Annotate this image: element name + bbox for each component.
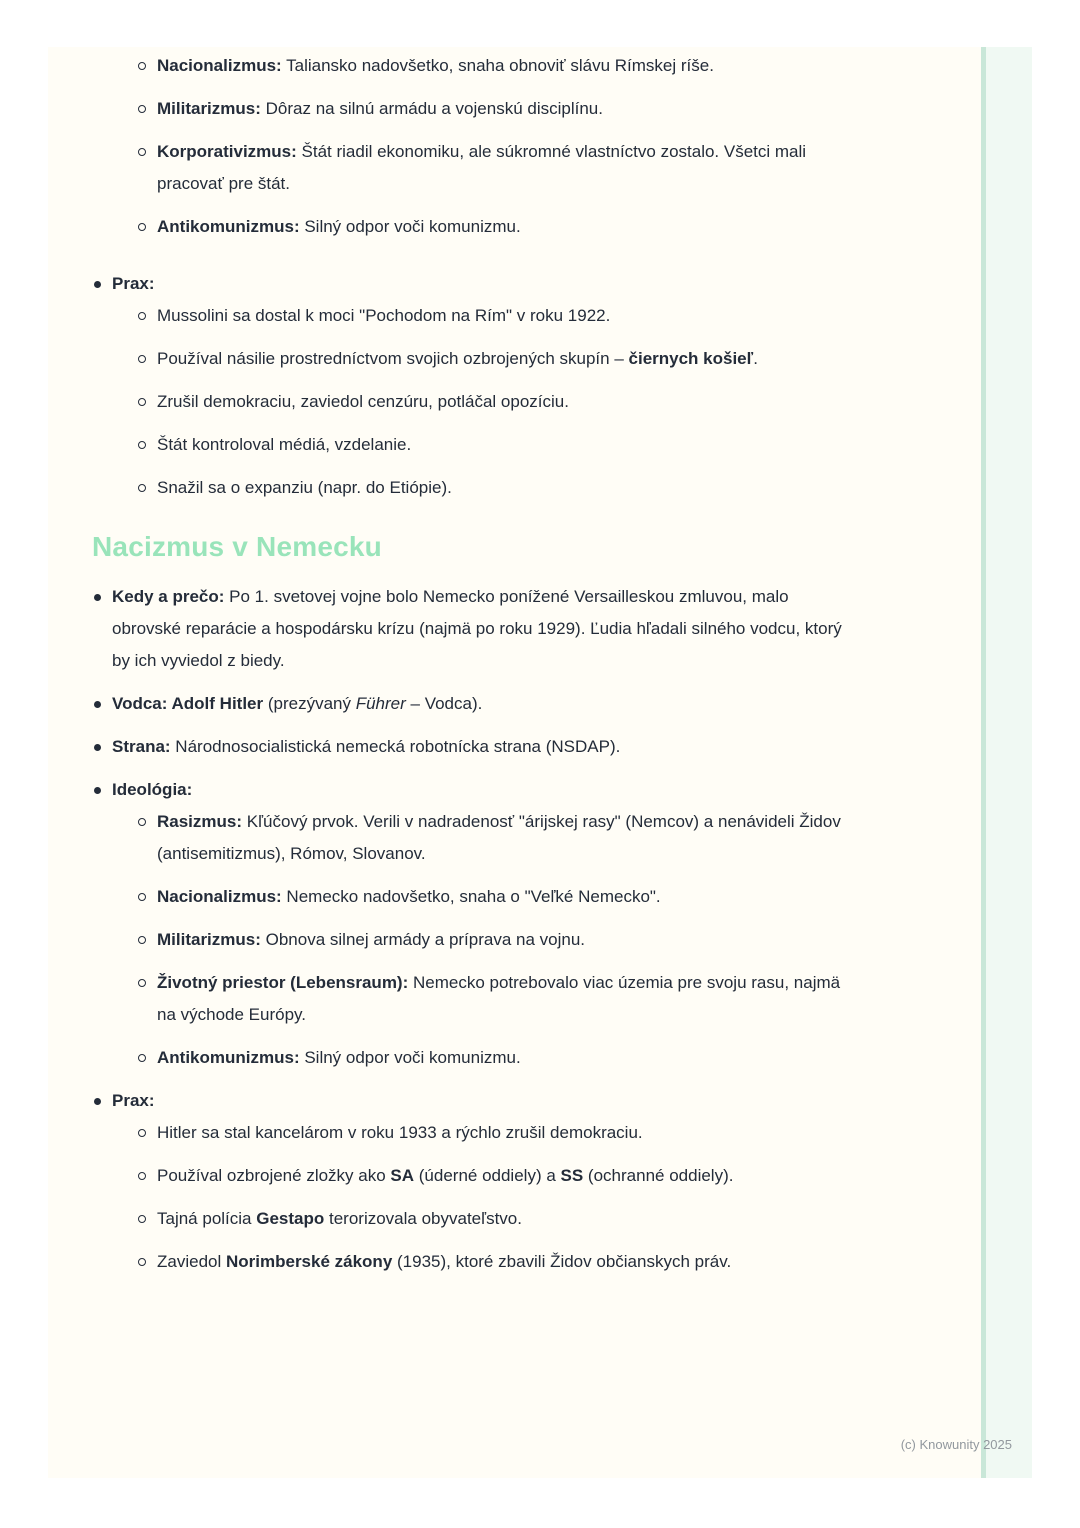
list-item [92, 581, 860, 677]
list-item [137, 136, 860, 200]
list-item [137, 386, 860, 418]
list-item [137, 967, 860, 1031]
text-run: Taliansko nadovšetko, snaha obnoviť slávu Rímskej ríše. [281, 56, 714, 75]
list-item [137, 93, 860, 125]
bullet-list [92, 268, 860, 515]
list-item [137, 924, 860, 956]
text-run: – Vodca). [405, 694, 483, 713]
text-run: Ideológia: [112, 780, 193, 799]
text-run: Po 1. svetovej vojne bolo Nemecko ponížené Versailleskou zmluvou, malo obrovské reparácie a hospodársku krízu (najmä po roku 1929). Ľudia hľadali silného vodcu, ktorý by ich vyviedol z biedy. [112, 587, 842, 670]
text-run: Vodca: Adolf Hitler [112, 694, 264, 713]
list-item [137, 50, 860, 82]
text-run: Nemecko nadovšetko, snaha o "Veľké Nemecko". [281, 887, 661, 906]
text-run: Štát kontroloval médiá, vzdelanie. [157, 435, 412, 454]
list-item [137, 881, 860, 913]
text-run: Führer [355, 694, 406, 713]
text-run: (prezývaný [263, 694, 356, 713]
text-run: Strana: [112, 737, 171, 756]
bullet-list [137, 50, 860, 254]
text-run: Korporativizmus: [157, 142, 297, 161]
list-item [137, 343, 860, 375]
text-run: Rasizmus: [157, 812, 243, 831]
text-run: Štát riadil ekonomiku, ale súkromné vlastníctvo zostalo. Všetci mali pracovať pre štát. [157, 142, 807, 193]
text-run: Antikomunizmus: [157, 217, 300, 236]
list-item [92, 268, 860, 504]
copyright-text: (c) Knowunity 2025 [900, 1437, 1012, 1452]
list-item [92, 774, 860, 1074]
text-run: Kľúčový prvok. Verili v nadradenosť "árijskej rasy" (Nemcov) a nenávideli Židov (antisemitizmus), Rómov, Slovanov. [157, 812, 841, 863]
list-item [137, 1246, 860, 1278]
list-item [137, 211, 860, 243]
text-run: Používal násilie prostredníctvom svojich ozbrojených skupín – [157, 349, 629, 368]
text-run: Obnova silnej armády a príprava na vojnu. [260, 930, 586, 949]
text-run: terorizovala obyvateľstvo. [324, 1209, 522, 1228]
text-run: (ochranné oddiely). [583, 1166, 734, 1185]
list-item [137, 1117, 860, 1149]
text-run: Silný odpor voči komunizmu. [299, 1048, 521, 1067]
list-item [92, 1085, 860, 1278]
text-run: Prax: [112, 1091, 155, 1110]
list-item [92, 731, 860, 763]
text-run: Militarizmus: [157, 930, 261, 949]
text-run: Tajná polícia [157, 1209, 257, 1228]
text-run: Gestapo [256, 1209, 325, 1228]
text-run: Mussolini sa dostal k moci "Pochodom na Rím" v roku 1922. [157, 306, 611, 325]
notes-content [92, 47, 860, 1303]
list-item [137, 472, 860, 504]
list-item [137, 1042, 860, 1074]
text-run: Militarizmus: [157, 99, 261, 118]
text-run: Antikomunizmus: [157, 1048, 300, 1067]
text-run: Dôraz na silnú armádu a vojenskú disciplínu. [260, 99, 603, 118]
accent-stripe [981, 47, 1032, 1478]
section-heading: Nacizmus v Nemecku [92, 531, 382, 562]
list-item [137, 806, 860, 870]
list-item [137, 300, 860, 332]
text-run: SS [560, 1166, 584, 1185]
text-run: (1935), ktoré zbavili Židov občianskych práv. [392, 1252, 732, 1271]
text-run: SA [390, 1166, 415, 1185]
list-item [137, 429, 860, 461]
text-run: Snažil sa o expanziu (napr. do Etiópie). [157, 478, 452, 497]
bullet-list [137, 1117, 860, 1278]
text-run: Zaviedol [157, 1252, 226, 1271]
text-run: Kedy a prečo: [112, 587, 225, 606]
bullet-list [137, 806, 860, 1074]
text-run: Nacionalizmus: [157, 887, 282, 906]
list-item [137, 1160, 860, 1192]
text-run: (úderné oddiely) a [414, 1166, 561, 1185]
text-run: Silný odpor voči komunizmu. [299, 217, 521, 236]
bullet-list [137, 300, 860, 504]
text-run: Národnosocialistická nemecká robotnícka strana (NSDAP). [170, 737, 621, 756]
text-run: Nemecko potrebovalo viac územia pre svoju rasu, najmä na východe Európy. [157, 973, 841, 1024]
text-run: Norimberské zákony [225, 1252, 393, 1271]
text-run: Prax: [112, 274, 155, 293]
text-run: čiernych košieľ [628, 349, 754, 368]
text-run: Hitler sa stal kancelárom v roku 1933 a rýchlo zrušil demokraciu. [157, 1123, 643, 1142]
list-item [92, 688, 860, 720]
text-run: . [753, 349, 758, 368]
bullet-list [92, 581, 860, 1289]
notes-page [48, 47, 1032, 1478]
text-run: Zrušil demokraciu, zaviedol cenzúru, potláčal opozíciu. [157, 392, 569, 411]
list-item [137, 1203, 860, 1235]
text-run: Používal ozbrojené zložky ako [157, 1166, 391, 1185]
text-run: Nacionalizmus: [157, 56, 282, 75]
text-run: Životný priestor (Lebensraum): [157, 973, 409, 992]
